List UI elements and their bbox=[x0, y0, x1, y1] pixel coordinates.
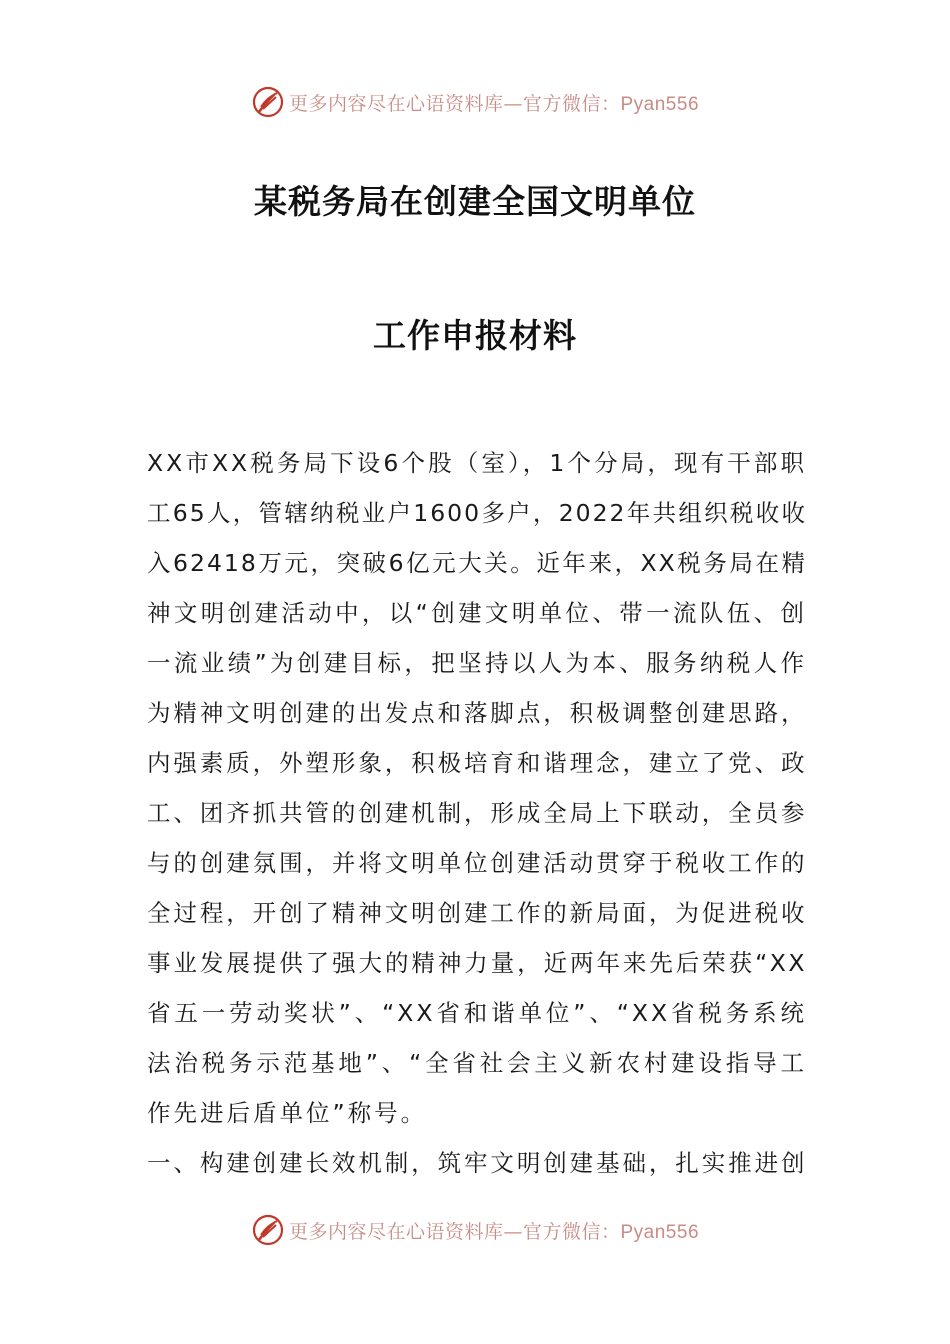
body-line: 作先进后盾单位”称号。 bbox=[147, 1099, 428, 1127]
body-line: 全过程，开创了精神文明创建工作的新局面，为促进税收 bbox=[147, 899, 807, 927]
body-line: 入62418万元，突破6亿元大关。近年来，XX税务局在精 bbox=[147, 549, 807, 577]
body-line: 省五一劳动奖状”、“XX省和谐单位”、“XX省税务系统 bbox=[147, 999, 807, 1027]
section-heading: 一、构建创建长效机制，筑牢文明创建基础，扎实推进创 bbox=[147, 1149, 807, 1177]
body-line: 工65人，管辖纳税业户1600多户，2022年共组织税收收 bbox=[147, 499, 807, 527]
document-title-line-2: 工作申报材料 bbox=[373, 316, 577, 355]
footer-watermark bbox=[0, 1210, 950, 1250]
document-body bbox=[147, 438, 807, 1188]
header-watermark bbox=[0, 82, 950, 122]
body-line: 为精神文明创建的出发点和落脚点，积极调整创建思路， bbox=[147, 699, 807, 727]
watermark-text: 更多内容尽在心语资料库—官方微信：Pyan556 bbox=[288, 1220, 700, 1243]
body-line: 与的创建氛围，并将文明单位创建活动贯穿于税收工作的 bbox=[147, 849, 807, 877]
pen-feather-logo-icon bbox=[251, 1213, 285, 1247]
pen-feather-logo-icon bbox=[251, 85, 285, 119]
body-line: 法治税务示范基地”、“全省社会主义新农村建设指导工 bbox=[147, 1049, 807, 1077]
watermark-text: 更多内容尽在心语资料库—官方微信：Pyan556 bbox=[288, 92, 700, 115]
document-title-line-1: 某税务局在创建全国文明单位 bbox=[254, 182, 696, 221]
body-line: 工、团齐抓共管的创建机制，形成全局上下联动，全员参 bbox=[147, 799, 807, 827]
body-line: 内强素质，外塑形象，积极培育和谐理念，建立了党、政 bbox=[147, 749, 807, 777]
body-line: 事业发展提供了强大的精神力量，近两年来先后荣获“XX bbox=[147, 949, 807, 977]
body-line: XX市XX税务局下设6个股（室），1个分局，现有干部职 bbox=[147, 449, 807, 477]
body-line: 神文明创建活动中，以“创建文明单位、带一流队伍、创 bbox=[147, 599, 807, 627]
wechat-id: Pyan556 bbox=[620, 1221, 700, 1243]
body-line: 一流业绩”为创建目标，把坚持以人为本、服务纳税人作 bbox=[147, 649, 807, 677]
wechat-id: Pyan556 bbox=[620, 93, 700, 115]
